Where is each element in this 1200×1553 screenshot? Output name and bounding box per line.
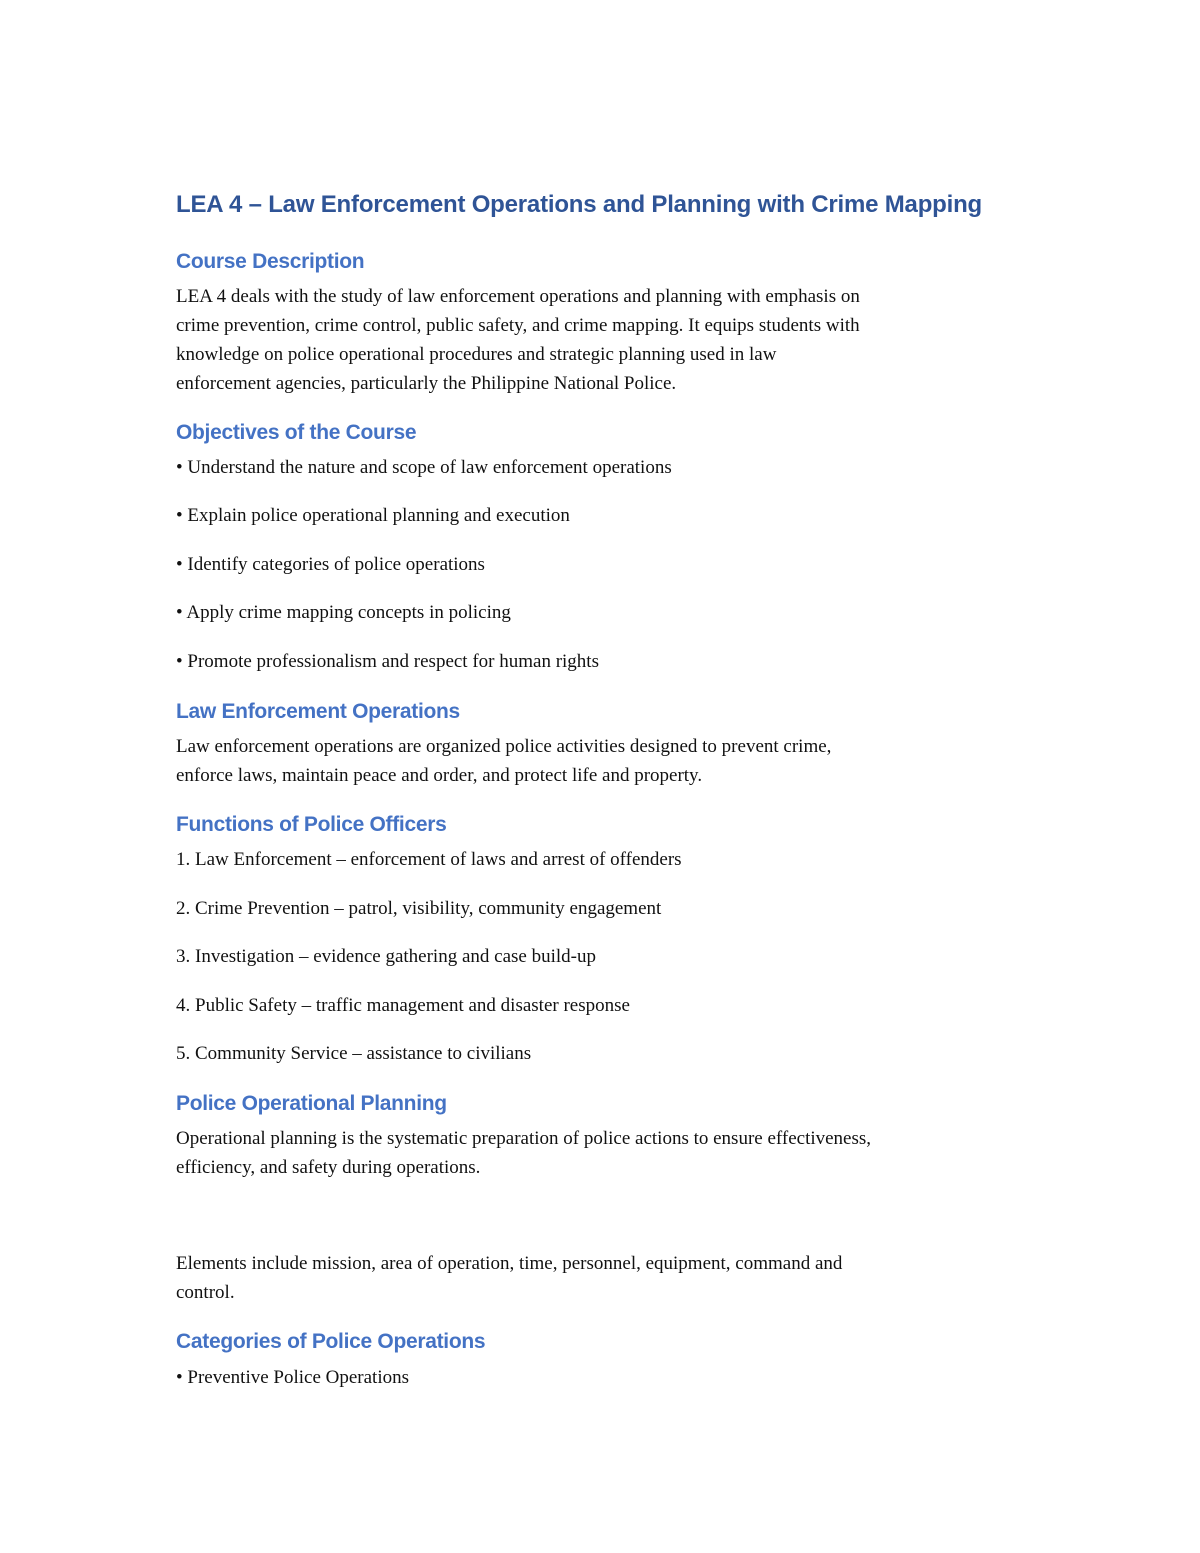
law-enforcement-operations-heading: Law Enforcement Operations (176, 700, 460, 723)
function-item: 1. Law Enforcement – enforcement of laws and arrest of offenders (176, 849, 682, 870)
objective-item: • Identify categories of police operations (176, 554, 485, 575)
paragraph-line: Operational planning is the systematic preparation of police actions to ensure effectiveness, (176, 1128, 872, 1149)
paragraph-line: enforce laws, maintain peace and order, and protect life and property. (176, 765, 703, 786)
course-description-heading: Course Description (176, 250, 365, 273)
function-item: 5. Community Service – assistance to civilians (176, 1043, 532, 1064)
law-enforcement-operations-paragraph (176, 732, 1036, 790)
course-description-line: enforcement agencies, particularly the Philippine National Police. (176, 373, 677, 394)
objective-item: • Explain police operational planning and execution (176, 505, 570, 526)
paragraph-line: control. (176, 1282, 235, 1303)
operational-planning-elements-paragraph (176, 1249, 1036, 1307)
function-item: 3. Investigation – evidence gathering and case build-up (176, 946, 596, 967)
document-title: LEA 4 – Law Enforcement Operations and Planning with Crime Mapping (176, 191, 983, 218)
objectives-heading: Objectives of the Course (176, 421, 417, 444)
operational-planning-paragraph (176, 1124, 1036, 1182)
objective-item: • Apply crime mapping concepts in policing (176, 602, 511, 623)
function-item: 2. Crime Prevention – patrol, visibility, community engagement (176, 898, 662, 919)
objective-item: • Promote professionalism and respect for human rights (176, 651, 599, 672)
functions-heading: Functions of Police Officers (176, 813, 447, 836)
paragraph-line: Elements include mission, area of operation, time, personnel, equipment, command and (176, 1253, 843, 1274)
categories-heading: Categories of Police Operations (176, 1330, 486, 1353)
course-description-paragraph (176, 282, 1036, 398)
operational-planning-heading: Police Operational Planning (176, 1092, 447, 1115)
paragraph-line: efficiency, and safety during operations. (176, 1157, 481, 1178)
course-description-line: knowledge on police operational procedures and strategic planning used in law (176, 344, 777, 365)
course-description-line: crime prevention, crime control, public safety, and crime mapping. It equips students with (176, 315, 860, 336)
document-page (176, 0, 1036, 1553)
course-description-line: LEA 4 deals with the study of law enforcement operations and planning with emphasis on (176, 286, 860, 307)
objective-item: • Understand the nature and scope of law enforcement operations (176, 457, 672, 478)
function-item: 4. Public Safety – traffic management and disaster response (176, 995, 630, 1016)
paragraph-line: Law enforcement operations are organized police activities designed to prevent crime, (176, 736, 832, 757)
category-item: • Preventive Police Operations (176, 1367, 410, 1388)
